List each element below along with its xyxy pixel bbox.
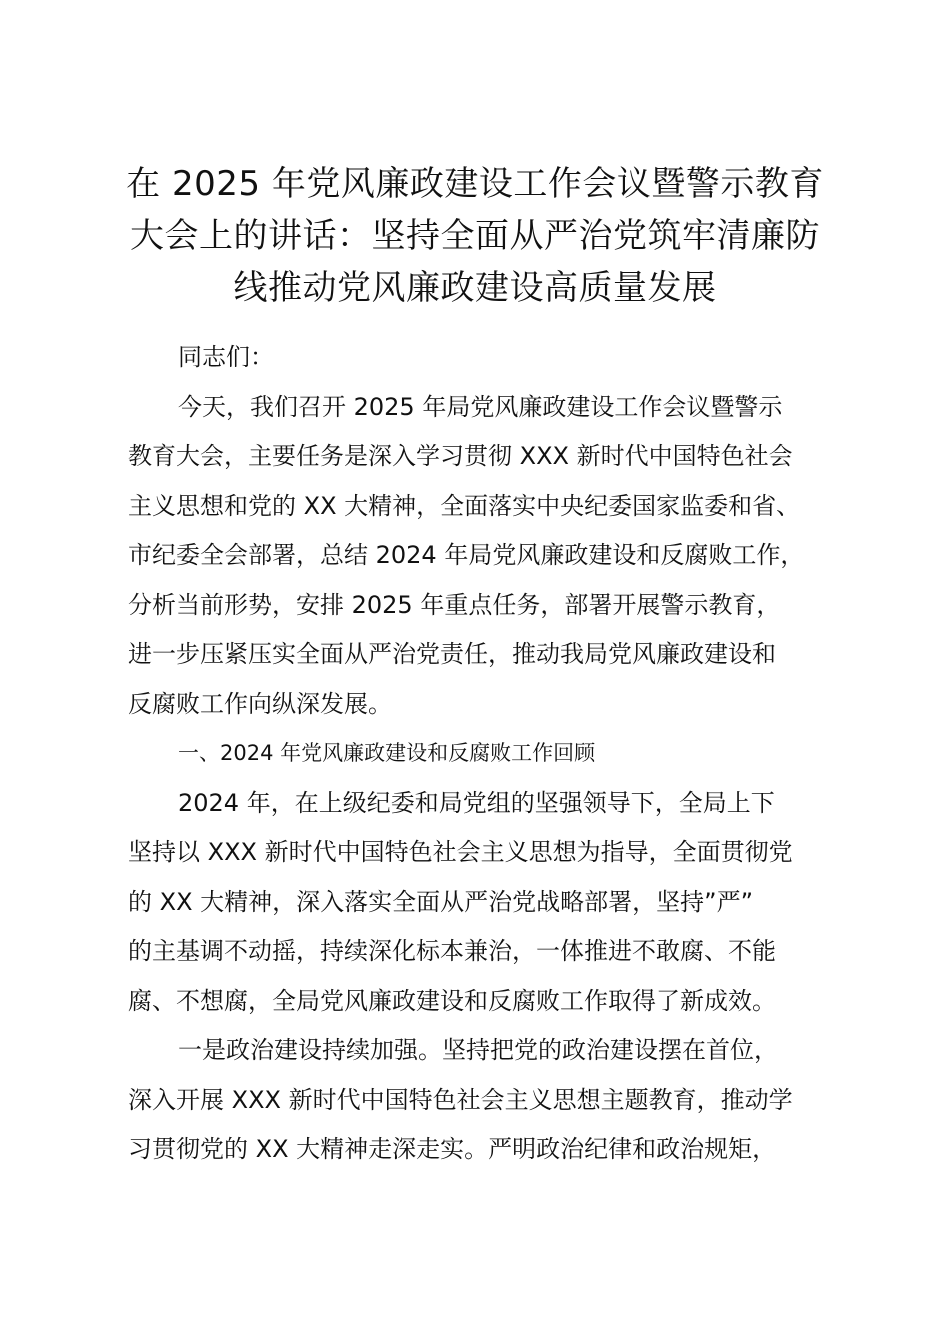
paragraph-line: 分析当前形势，安排 2025 年重点任务，部署开展警示教育， [128,590,781,619]
paragraph-line: 今天，我们召开 2025 年局党风廉政建设工作会议暨警示 [178,392,783,421]
paragraph-line: 深入开展 XXX 新时代中国特色社会主义思想主题教育，推动学 [128,1085,793,1114]
document-body [128,333,858,1175]
intro-paragraph [128,383,858,730]
paragraph-line: 进一步压紧压实全面从严治党责任，推动我局党风廉政建设和 [128,640,776,668]
paragraph-line: 教育大会，主要任务是深入学习贯彻 XXX 新时代中国特色社会 [128,442,793,470]
title-line: 线推动党风廉政建设高质量发展 [233,268,717,308]
paragraph-line: 主义思想和党的 XX 大精神，全面落实中央纪委国家监委和省、 [128,491,801,520]
paragraph-line: 坚持以 XXX 新时代中国特色社会主义思想为指导，全面贯彻党 [128,838,793,866]
paragraph-line: 的 XX 大精神，深入落实全面从严治党战略部署，坚持”严” [128,887,754,916]
paragraph-line: 腐、不想腐，全局党风廉政建设和反腐败工作取得了新成效。 [128,986,776,1015]
paragraph-line: 市纪委全会部署，总结 2024 年局党风廉政建设和反腐败工作， [128,541,805,569]
paragraph-line: 的主基调不动摇，持续深化标本兼治，一体推进不敢腐、不能 [128,937,776,965]
paragraph-line: 反腐败工作向纵深发展。 [128,689,392,718]
paragraph-line: 2024 年，在上级纪委和局党组的坚强领导下，全局上下 [178,788,775,817]
document-title [100,158,850,314]
salutation [128,333,858,383]
salutation-text: 同志们： [178,343,274,371]
section-heading: 一、2024 年党风廉政建设和反腐败工作回顾 [178,741,596,765]
title-line: 大会上的讲话：坚持全面从严治党筑牢清廉防 [130,216,820,256]
title-line: 在 2025 年党风廉政建设工作会议暨警示教育 [126,164,824,204]
paragraph-line: 习贯彻党的 XX 大精神走深走实。严明政治纪律和政治规矩， [128,1135,777,1163]
point-one-paragraph [128,1026,858,1175]
review-paragraph [128,779,858,1027]
paragraph-line: 一是政治建设持续加强。坚持把党的政治建设摆在首位， [178,1036,778,1064]
